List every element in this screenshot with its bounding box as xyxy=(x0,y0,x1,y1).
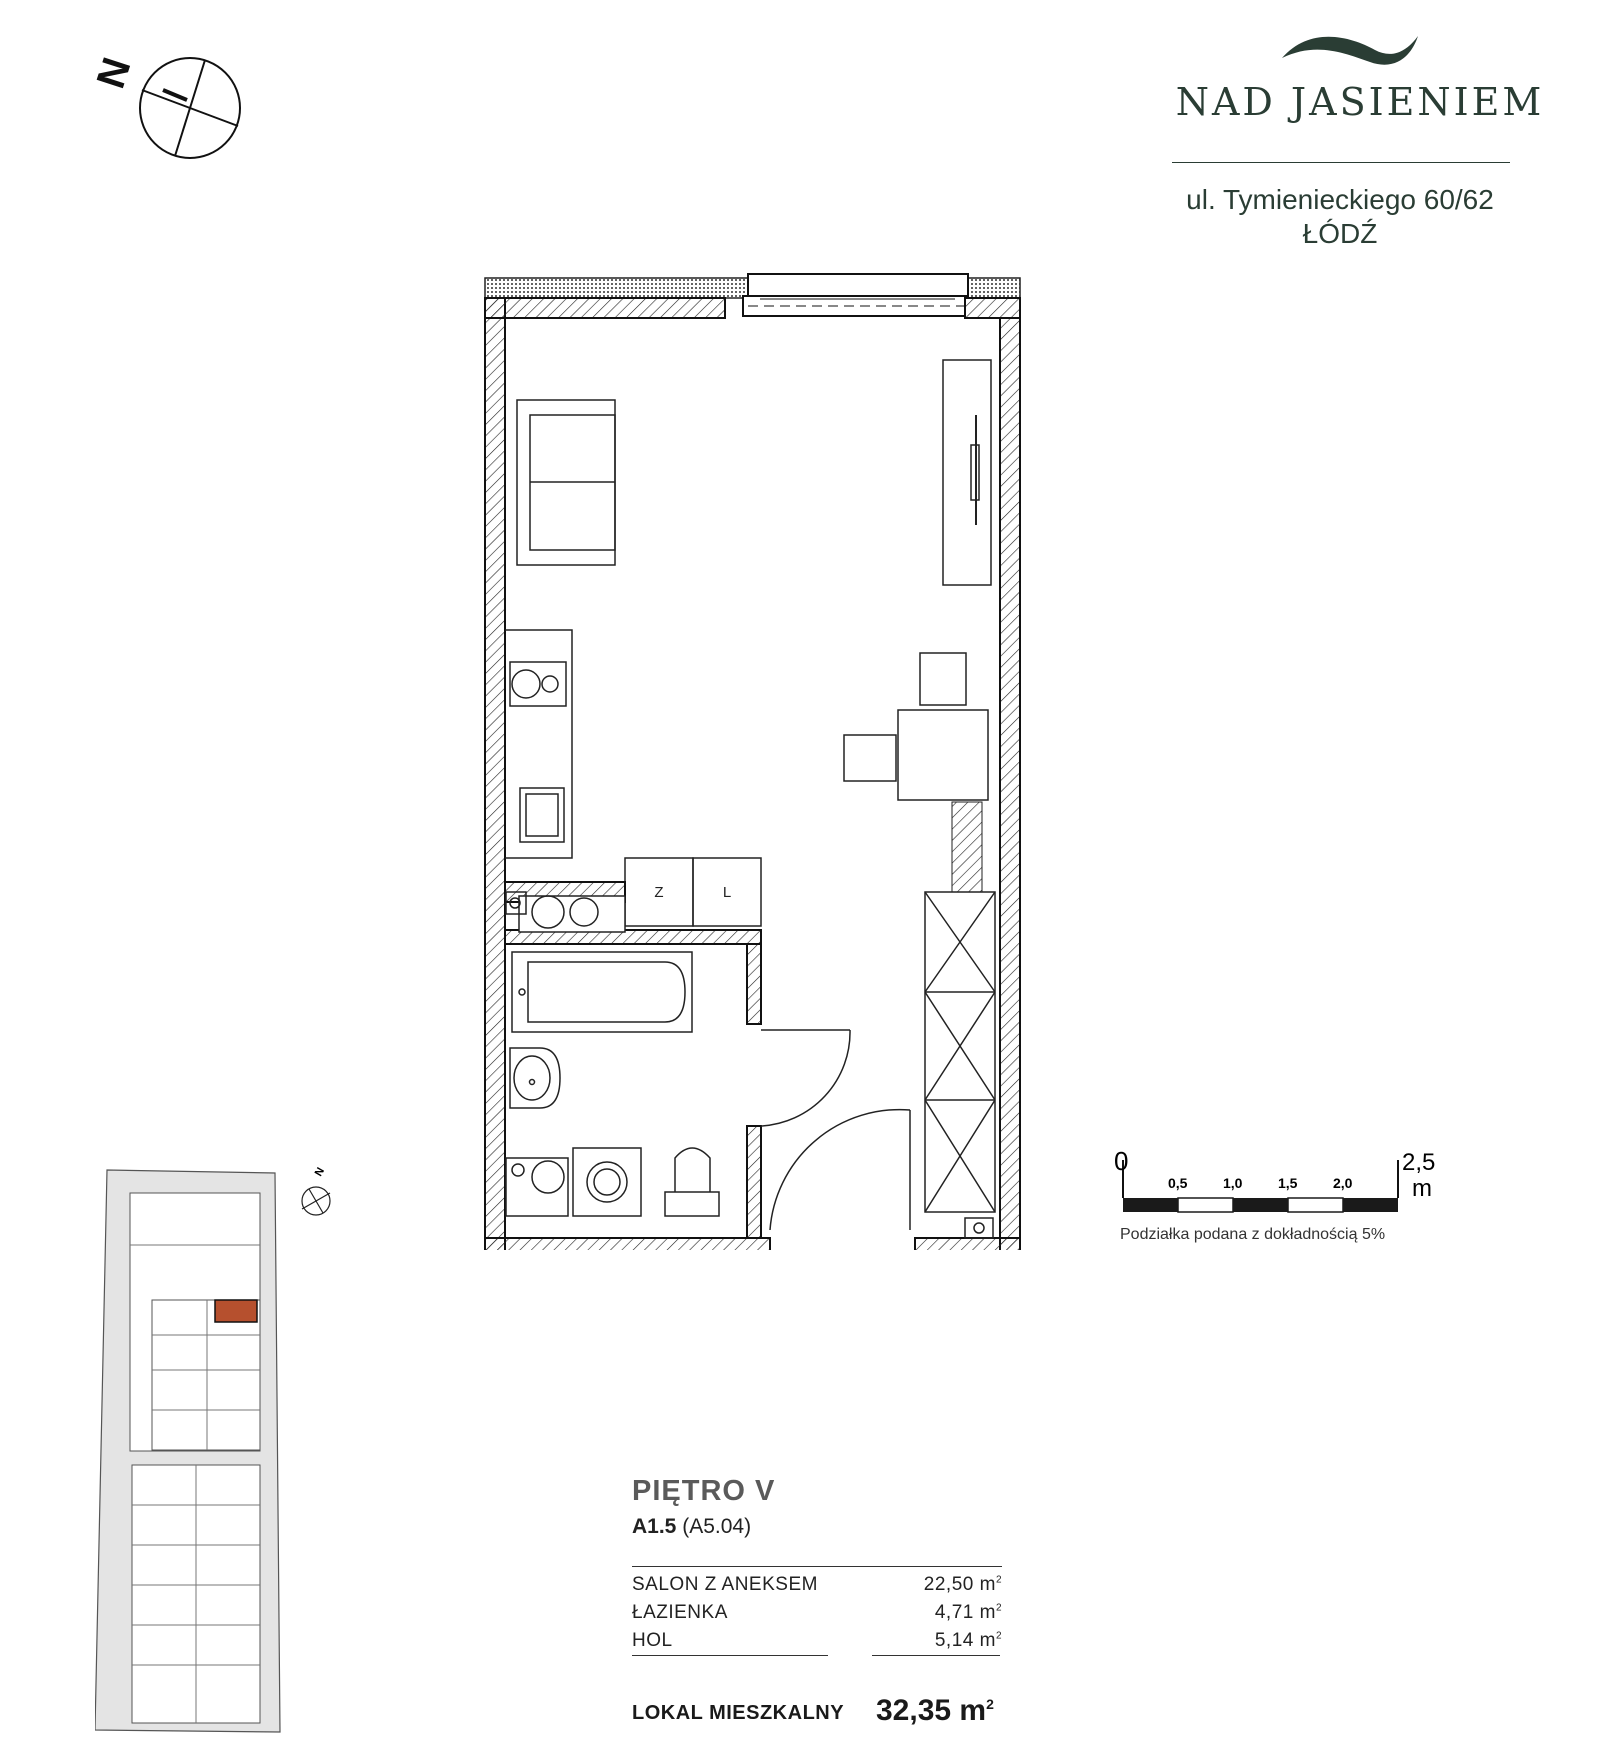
bathroom-shaft xyxy=(506,1158,568,1216)
fridge-cabinet xyxy=(625,858,761,926)
mini-north-arrow-icon xyxy=(302,1166,330,1215)
room-name: SALON Z ANEKSEM xyxy=(632,1574,818,1595)
room-area: 4,71 $m^2$ xyxy=(934,1602,1002,1623)
room-name: ŁAZIENKA xyxy=(632,1602,728,1623)
scale-bar xyxy=(1100,1140,1460,1220)
dining-table xyxy=(844,653,988,800)
scale-tick-3: 1,5 xyxy=(1278,1175,1298,1191)
washing-machine xyxy=(573,1148,641,1216)
unit-code-alt: (A5.04) xyxy=(682,1515,752,1538)
scale-tick-5: 2,5 xyxy=(1402,1149,1436,1176)
brand-divider xyxy=(1172,162,1510,163)
scale-tick-4: 2,0 xyxy=(1333,1175,1353,1191)
bathroom-door xyxy=(761,1030,850,1126)
scale-tick-0: 0 xyxy=(1114,1146,1129,1176)
north-arrow-compass-icon xyxy=(85,50,255,170)
scale-tick-1: 0,5 xyxy=(1168,1175,1188,1191)
room-row xyxy=(632,1574,1002,1600)
wardrobe xyxy=(925,892,995,1238)
total-divider-left xyxy=(632,1655,828,1656)
floor-title: PIĘTRO V xyxy=(632,1475,776,1507)
room-name: HOL xyxy=(632,1630,673,1651)
scale-tick-2: 1,0 xyxy=(1223,1175,1243,1191)
mini-compass-letter: N xyxy=(312,1165,328,1179)
scale-unit: m xyxy=(1412,1175,1432,1202)
bathtub xyxy=(512,952,692,1032)
rooms-divider xyxy=(632,1566,1002,1567)
entrance-door xyxy=(770,1110,910,1230)
column xyxy=(952,802,982,892)
brand-name: NAD JASIENIEM xyxy=(1175,80,1545,124)
highlighted-unit xyxy=(215,1300,257,1322)
floor-plan xyxy=(470,270,1050,1250)
tv-cabinet xyxy=(943,360,991,585)
total-divider-right xyxy=(872,1655,1000,1656)
room-row xyxy=(632,1602,1002,1628)
total-area: 32,35 $m^2$ xyxy=(876,1694,994,1727)
site-key-plan xyxy=(95,1165,375,1735)
window xyxy=(743,274,968,316)
toilet xyxy=(665,1148,719,1216)
unit-id xyxy=(632,1515,751,1539)
outer-walls xyxy=(485,298,1020,1250)
kitchen-counter xyxy=(505,630,572,858)
room-area: 22,50 $m^2$ xyxy=(923,1574,1002,1595)
compass-north-letter: N xyxy=(88,52,140,94)
room-area: 5,14 $m^2$ xyxy=(934,1630,1002,1651)
unit-code: A1.5 xyxy=(632,1515,677,1538)
room-row xyxy=(632,1630,1002,1656)
brand-leaf-logo-icon xyxy=(1280,30,1420,70)
total-label: LOKAL MIESZKALNY xyxy=(632,1702,845,1724)
scale-caption: Podziałka podana z dokładnością 5% xyxy=(1120,1226,1386,1243)
address-street: ul. Tymienieckiego 60/62 xyxy=(1186,184,1494,215)
sofa xyxy=(517,400,615,565)
address-city: ŁÓDŹ xyxy=(1302,218,1378,249)
fridge-label: Z xyxy=(654,884,664,901)
freezer-label: L xyxy=(722,884,732,901)
washbasin xyxy=(510,1048,560,1108)
address-block xyxy=(1140,183,1540,251)
